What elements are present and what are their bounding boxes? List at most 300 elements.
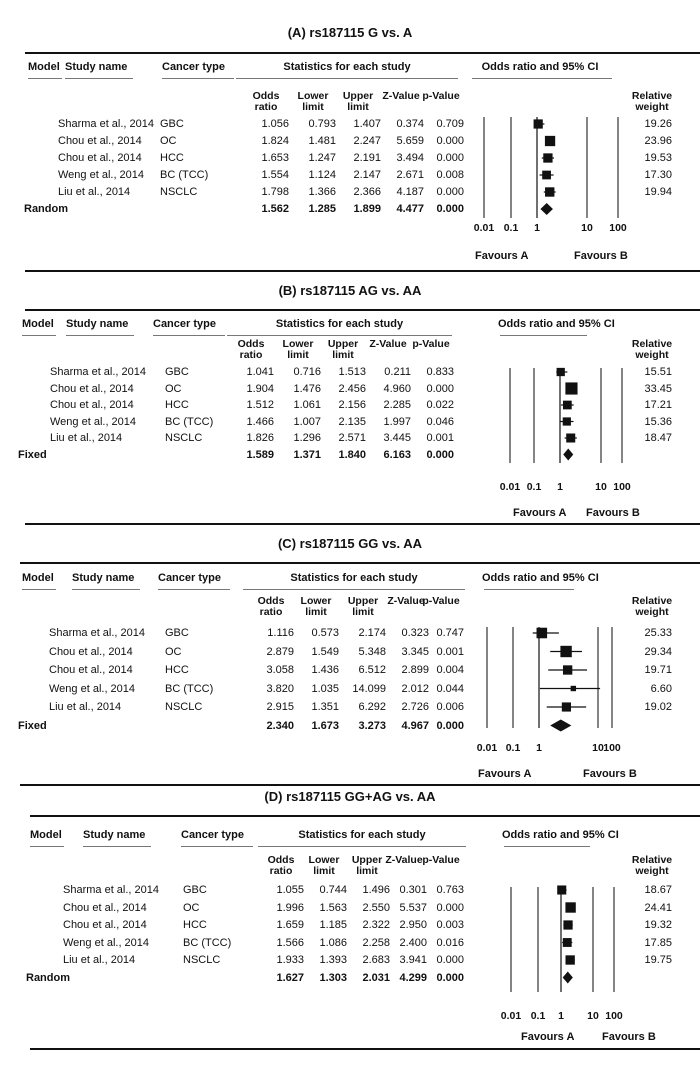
- axis-tick-label: 100: [605, 1010, 623, 1022]
- subheader-0: Odds ratio: [237, 338, 265, 361]
- value-p: 0.747: [436, 627, 464, 639]
- study-name: Chou et al., 2014: [50, 399, 134, 411]
- study-marker-square: [545, 136, 555, 146]
- value-p: 0.000: [436, 901, 464, 914]
- subheader-3: Z-Value: [385, 854, 423, 866]
- cancer-type: HCC: [183, 919, 207, 931]
- relative-weight: 33.45: [644, 382, 672, 395]
- value-lower: 1.296: [293, 432, 321, 444]
- study-marker-square: [534, 119, 543, 128]
- pooled-model-label: Random: [26, 971, 70, 984]
- bottom-rule: [25, 523, 700, 525]
- value-upper: 2.683: [362, 954, 390, 966]
- axis-tick-label: 1: [557, 481, 563, 493]
- value-or: 1.466: [246, 415, 274, 428]
- study-name: Sharma et al., 2014: [58, 118, 155, 130]
- relative-weight: 23.96: [644, 135, 672, 147]
- cancer-type: OC: [165, 645, 182, 658]
- header-odds-ratio-ci: Odds ratio and 95% CI: [498, 318, 615, 330]
- header-cancer-type: Cancer type: [181, 829, 244, 841]
- header-study-name: Study name: [65, 61, 128, 73]
- header-relative-weight: Relative weight: [631, 854, 673, 877]
- value-upper: 2.571: [338, 432, 366, 444]
- subheader-3: Z-Value: [369, 338, 407, 350]
- axis-tick-label: 1: [558, 1010, 564, 1022]
- pooled-p: 0.000: [426, 448, 454, 461]
- value-upper: 2.156: [338, 399, 366, 411]
- header-cancer-type: Cancer type: [162, 61, 225, 73]
- axis-tick-label: 0.1: [530, 1010, 546, 1022]
- relative-weight: 24.41: [644, 901, 672, 914]
- underline: [153, 335, 225, 336]
- value-or: 3.820: [266, 682, 294, 695]
- value-lower: 1.476: [293, 382, 321, 395]
- value-upper: 1.513: [338, 366, 366, 378]
- value-p: 0.004: [436, 664, 464, 676]
- subheader-1: Lower limit: [308, 854, 340, 877]
- value-upper: 1.496: [362, 884, 390, 896]
- pooled-p: 0.000: [436, 203, 464, 215]
- relative-weight: 17.21: [644, 399, 672, 411]
- value-z: 0.323: [401, 627, 429, 639]
- subheader-1: Lower limit: [297, 90, 329, 113]
- value-z: 5.659: [396, 135, 424, 147]
- pooled-upper: 1.899: [353, 203, 381, 215]
- underline: [28, 78, 62, 79]
- value-or: 3.058: [266, 664, 294, 676]
- value-or: 1.653: [261, 152, 289, 164]
- header-statistics: Statistics for each study: [290, 572, 418, 584]
- value-lower: 1.124: [308, 169, 336, 181]
- study-marker-square: [563, 401, 572, 410]
- value-upper: 6.292: [358, 701, 386, 713]
- pooled-diamond-icon: [540, 203, 552, 215]
- cancer-type: HCC: [160, 152, 184, 164]
- value-lower: 1.436: [311, 664, 339, 676]
- header-relative-weight: Relative weight: [631, 595, 673, 618]
- pooled-upper: 2.031: [362, 971, 390, 984]
- value-lower: 1.351: [311, 701, 339, 713]
- header-study-name: Study name: [72, 572, 135, 584]
- study-marker-square: [563, 938, 572, 947]
- value-upper: 2.147: [353, 169, 381, 181]
- axis-tick-label: 0.1: [505, 742, 521, 754]
- subheader-2: Upper limit: [342, 90, 374, 113]
- cancer-type: GBC: [165, 366, 189, 378]
- subheader-2: Upper limit: [327, 338, 359, 361]
- axis-tick-label: 0.01: [476, 742, 498, 754]
- value-lower: 1.563: [319, 901, 347, 914]
- header-odds-ratio-ci: Odds ratio and 95% CI: [502, 829, 619, 841]
- study-name: Chou et al., 2014: [58, 135, 142, 147]
- axis-tick-label: 0.1: [526, 481, 542, 493]
- value-lower: 0.793: [308, 118, 336, 130]
- value-p: 0.006: [436, 701, 464, 713]
- favours-b-label: Favours B: [574, 250, 628, 262]
- header-study-name: Study name: [83, 829, 146, 841]
- axis-tick-label: 0.1: [503, 222, 519, 234]
- favours-b-label: Favours B: [583, 768, 637, 780]
- underline: [227, 335, 452, 336]
- cancer-type: BC (TCC): [165, 682, 214, 695]
- value-z: 2.950: [399, 919, 427, 931]
- study-name: Chou et al., 2014: [49, 664, 133, 676]
- value-z: 4.187: [396, 186, 424, 198]
- study-marker-square: [563, 417, 571, 425]
- value-z: 2.671: [396, 169, 424, 181]
- top-rule: [25, 52, 700, 54]
- value-or: 1.904: [246, 382, 274, 395]
- study-name: Weng et al., 2014: [63, 936, 150, 949]
- study-name: Sharma et al., 2014: [50, 366, 147, 378]
- cancer-type: NSCLC: [160, 186, 198, 198]
- study-marker-square: [560, 646, 571, 657]
- header-model: Model: [28, 61, 60, 73]
- study-marker-square: [562, 702, 571, 711]
- relative-weight: 19.71: [644, 664, 672, 676]
- favours-a-label: Favours A: [513, 507, 567, 519]
- study-name: Sharma et al., 2014: [49, 627, 146, 639]
- value-upper: 1.407: [353, 118, 381, 130]
- subheader-0: Odds ratio: [257, 595, 285, 618]
- study-marker-square: [557, 368, 565, 376]
- value-p: 0.833: [426, 366, 454, 378]
- value-lower: 1.366: [308, 186, 336, 198]
- value-lower: 1.247: [308, 152, 336, 164]
- cancer-type: NSCLC: [165, 701, 203, 713]
- header-cancer-type: Cancer type: [158, 572, 221, 584]
- study-name: Weng et al., 2014: [50, 415, 137, 428]
- pooled-z: 6.163: [383, 448, 411, 461]
- header-model: Model: [22, 572, 54, 584]
- top-rule: [20, 562, 700, 564]
- study-name: Chou et al., 2014: [50, 382, 134, 395]
- study-marker-square: [563, 920, 572, 929]
- header-odds-ratio-ci: Odds ratio and 95% CI: [481, 61, 599, 73]
- subheader-2: Upper limit: [347, 595, 379, 618]
- value-or: 1.055: [276, 884, 304, 896]
- study-name: Liu et al., 2014: [49, 701, 122, 713]
- value-z: 1.997: [383, 415, 411, 428]
- value-z: 3.941: [399, 954, 427, 966]
- study-marker-square: [537, 628, 548, 639]
- underline: [181, 846, 253, 847]
- panel-title: (B) rs187115 AG vs. AA: [278, 283, 422, 298]
- value-z: 5.537: [399, 901, 427, 914]
- pooled-lower: 1.285: [308, 203, 336, 215]
- relative-weight: 15.51: [644, 366, 672, 378]
- value-or: 1.512: [246, 399, 274, 411]
- value-or: 1.824: [261, 135, 289, 147]
- value-p: 0.016: [436, 936, 464, 949]
- pooled-upper: 1.840: [338, 448, 366, 461]
- study-name: Weng et al., 2014: [49, 682, 136, 695]
- cancer-type: BC (TCC): [183, 936, 232, 949]
- pooled-lower: 1.673: [311, 719, 339, 732]
- study-name: Liu et al., 2014: [50, 432, 123, 444]
- header-statistics: Statistics for each study: [275, 318, 404, 330]
- study-marker-square: [543, 153, 552, 162]
- subheader-4: p-Value: [412, 338, 450, 350]
- cancer-type: GBC: [165, 627, 189, 639]
- pooled-upper: 3.273: [358, 719, 386, 732]
- study-name: Chou et al., 2014: [58, 152, 142, 164]
- value-or: 1.041: [246, 366, 274, 378]
- subheader-3: Z-Value: [382, 90, 420, 102]
- value-upper: 6.512: [358, 664, 386, 676]
- value-p: 0.003: [436, 919, 464, 931]
- axis-tick-label: 1: [534, 222, 540, 234]
- cancer-type: GBC: [183, 884, 207, 896]
- panel-title: (C) rs187115 GG vs. AA: [277, 536, 423, 551]
- value-lower: 1.549: [311, 645, 339, 658]
- underline: [30, 846, 64, 847]
- axis-tick-label: 10: [581, 222, 593, 234]
- pooled-or: 1.627: [276, 971, 304, 984]
- top-rule: [25, 309, 700, 311]
- underline: [66, 335, 134, 336]
- relative-weight: 18.47: [644, 432, 672, 444]
- relative-weight: 29.34: [644, 645, 672, 658]
- pooled-p: 0.000: [436, 719, 464, 732]
- underline: [162, 78, 234, 79]
- relative-weight: 17.30: [644, 169, 672, 181]
- relative-weight: 19.32: [644, 919, 672, 931]
- value-or: 1.798: [261, 186, 289, 198]
- value-p: 0.046: [426, 415, 454, 428]
- axis-tick-label: 100: [603, 742, 621, 754]
- favours-b-label: Favours B: [586, 507, 640, 519]
- value-or: 1.554: [261, 169, 289, 181]
- relative-weight: 19.02: [644, 701, 672, 713]
- study-marker-square: [563, 665, 572, 674]
- cancer-type: HCC: [165, 664, 189, 676]
- value-lower: 1.035: [311, 682, 339, 695]
- header-model: Model: [22, 318, 54, 330]
- value-or: 2.915: [266, 701, 294, 713]
- axis-tick-label: 10: [587, 1010, 599, 1022]
- value-upper: 5.348: [358, 645, 386, 658]
- underline: [22, 589, 56, 590]
- value-upper: 2.322: [362, 919, 390, 931]
- relative-weight: 15.36: [644, 415, 672, 428]
- value-lower: 0.744: [319, 884, 347, 896]
- underline: [258, 846, 466, 847]
- study-name: Chou et al., 2014: [63, 901, 147, 914]
- pooled-model-label: Random: [24, 203, 68, 215]
- pooled-z: 4.477: [396, 203, 424, 215]
- value-p: 0.000: [436, 186, 464, 198]
- cancer-type: NSCLC: [183, 954, 221, 966]
- value-p: 0.000: [436, 152, 464, 164]
- underline: [472, 78, 612, 79]
- favours-a-label: Favours A: [475, 250, 529, 262]
- pooled-diamond-icon: [563, 972, 573, 984]
- cancer-type: NSCLC: [165, 432, 203, 444]
- value-upper: 2.550: [362, 901, 390, 914]
- favours-a-label: Favours A: [478, 768, 532, 780]
- value-upper: 2.366: [353, 186, 381, 198]
- value-upper: 2.456: [338, 382, 366, 395]
- value-z: 2.012: [401, 682, 429, 695]
- header-statistics: Statistics for each study: [283, 61, 411, 73]
- relative-weight: 19.94: [644, 186, 672, 198]
- value-z: 3.445: [383, 432, 411, 444]
- value-lower: 0.573: [311, 627, 339, 639]
- value-p: 0.000: [426, 382, 454, 395]
- cancer-type: GBC: [160, 118, 184, 130]
- favours-a-label: Favours A: [521, 1031, 575, 1043]
- pooled-model-label: Fixed: [18, 719, 47, 732]
- study-name: Sharma et al., 2014: [63, 884, 160, 896]
- study-marker-square: [557, 885, 566, 894]
- subheader-2: Upper limit: [351, 854, 383, 877]
- header-relative-weight: Relative weight: [631, 90, 673, 113]
- pooled-lower: 1.303: [319, 971, 347, 984]
- underline: [72, 589, 140, 590]
- value-lower: 0.716: [293, 366, 321, 378]
- subheader-1: Lower limit: [300, 595, 332, 618]
- subheader-4: p-Value: [422, 595, 460, 607]
- value-z: 2.285: [383, 399, 411, 411]
- subheader-4: p-Value: [422, 90, 460, 102]
- axis-tick-label: 1: [536, 742, 542, 754]
- value-z: 0.211: [384, 366, 411, 378]
- value-upper: 2.258: [362, 936, 390, 949]
- axis-tick-label: 0.01: [499, 481, 521, 493]
- cancer-type: BC (TCC): [160, 169, 209, 181]
- header-study-name: Study name: [66, 318, 129, 330]
- value-upper: 2.247: [353, 135, 381, 147]
- study-marker-square: [542, 171, 551, 180]
- cancer-type: OC: [183, 901, 200, 914]
- value-z: 0.301: [399, 884, 427, 896]
- underline: [243, 589, 465, 590]
- subheader-0: Odds ratio: [252, 90, 280, 113]
- subheader-3: Z-Value: [387, 595, 425, 607]
- study-marker-square: [566, 433, 575, 442]
- value-z: 2.726: [401, 701, 429, 713]
- value-p: 0.001: [426, 432, 454, 444]
- subheader-4: p-Value: [422, 854, 460, 866]
- header-model: Model: [30, 829, 62, 841]
- underline: [158, 589, 230, 590]
- study-name: Weng et al., 2014: [58, 169, 145, 181]
- value-or: 2.879: [266, 645, 294, 658]
- cancer-type: OC: [165, 382, 182, 395]
- relative-weight: 19.26: [644, 118, 672, 130]
- pooled-or: 2.340: [266, 719, 294, 732]
- value-upper: 2.135: [338, 415, 366, 428]
- value-lower: 1.393: [319, 954, 347, 966]
- underline: [65, 78, 133, 79]
- underline: [83, 846, 151, 847]
- value-upper: 14.099: [352, 682, 386, 695]
- subheader-1: Lower limit: [282, 338, 314, 361]
- value-lower: 1.086: [319, 936, 347, 949]
- underline: [500, 335, 587, 336]
- value-z: 0.374: [396, 118, 424, 130]
- value-z: 3.345: [401, 645, 429, 658]
- value-p: 0.000: [436, 954, 464, 966]
- relative-weight: 19.75: [644, 954, 672, 966]
- value-or: 1.996: [276, 901, 304, 914]
- pooled-z: 4.967: [401, 719, 429, 732]
- study-name: Chou et al., 2014: [63, 919, 147, 931]
- panel-title: (D) rs187115 GG+AG vs. AA: [264, 789, 436, 804]
- value-z: 2.400: [399, 936, 427, 949]
- bottom-rule: [30, 1048, 700, 1050]
- value-p: 0.022: [426, 399, 454, 411]
- study-name: Liu et al., 2014: [63, 954, 136, 966]
- underline: [484, 589, 574, 590]
- relative-weight: 25.33: [644, 627, 672, 639]
- value-lower: 1.061: [293, 399, 321, 411]
- study-marker-square: [545, 187, 554, 196]
- axis-tick-label: 100: [609, 222, 627, 234]
- relative-weight: 18.67: [644, 884, 672, 896]
- axis-tick-label: 10: [595, 481, 607, 493]
- header-statistics: Statistics for each study: [298, 829, 426, 841]
- pooled-z: 4.299: [399, 971, 427, 984]
- value-lower: 1.007: [293, 415, 321, 428]
- value-or: 1.566: [276, 936, 304, 949]
- axis-tick-label: 100: [613, 481, 631, 493]
- value-upper: 2.191: [353, 152, 381, 164]
- pooled-or: 1.589: [246, 448, 274, 461]
- axis-tick-label: 0.01: [500, 1010, 522, 1022]
- value-p: 0.008: [436, 169, 464, 181]
- pooled-p: 0.000: [436, 971, 464, 984]
- header-relative-weight: Relative weight: [631, 338, 673, 361]
- pooled-diamond-icon: [550, 720, 571, 732]
- value-or: 1.116: [267, 627, 294, 639]
- value-lower: 1.481: [308, 135, 336, 147]
- study-name: Liu et al., 2014: [58, 186, 131, 198]
- value-lower: 1.185: [319, 919, 347, 931]
- value-p: 0.044: [436, 682, 464, 695]
- favours-b-label: Favours B: [602, 1031, 656, 1043]
- study-name: Chou et al., 2014: [49, 645, 133, 658]
- underline: [504, 846, 590, 847]
- axis-tick-label: 0.01: [473, 222, 495, 234]
- underline: [22, 335, 56, 336]
- header-odds-ratio-ci: Odds ratio and 95% CI: [482, 572, 599, 584]
- cancer-type: BC (TCC): [165, 415, 214, 428]
- header-cancer-type: Cancer type: [153, 318, 216, 330]
- study-marker-square: [565, 955, 574, 964]
- pooled-diamond-icon: [563, 449, 573, 461]
- value-or: 1.933: [276, 954, 304, 966]
- underline: [236, 78, 458, 79]
- relative-weight: 19.53: [644, 152, 672, 164]
- value-p: 0.001: [436, 645, 464, 658]
- value-upper: 2.174: [358, 627, 386, 639]
- pooled-or: 1.562: [261, 203, 289, 215]
- cancer-type: OC: [160, 135, 177, 147]
- study-marker-square: [571, 686, 576, 691]
- value-p: 0.709: [436, 118, 464, 130]
- value-z: 4.960: [383, 382, 411, 395]
- cancer-type: HCC: [165, 399, 189, 411]
- subheader-0: Odds ratio: [267, 854, 295, 877]
- value-p: 0.763: [436, 884, 464, 896]
- study-marker-square: [565, 382, 577, 394]
- pooled-lower: 1.371: [293, 448, 321, 461]
- top-rule: [30, 815, 700, 817]
- axis-tick-label: 10: [592, 742, 604, 754]
- relative-weight: 17.85: [644, 936, 672, 949]
